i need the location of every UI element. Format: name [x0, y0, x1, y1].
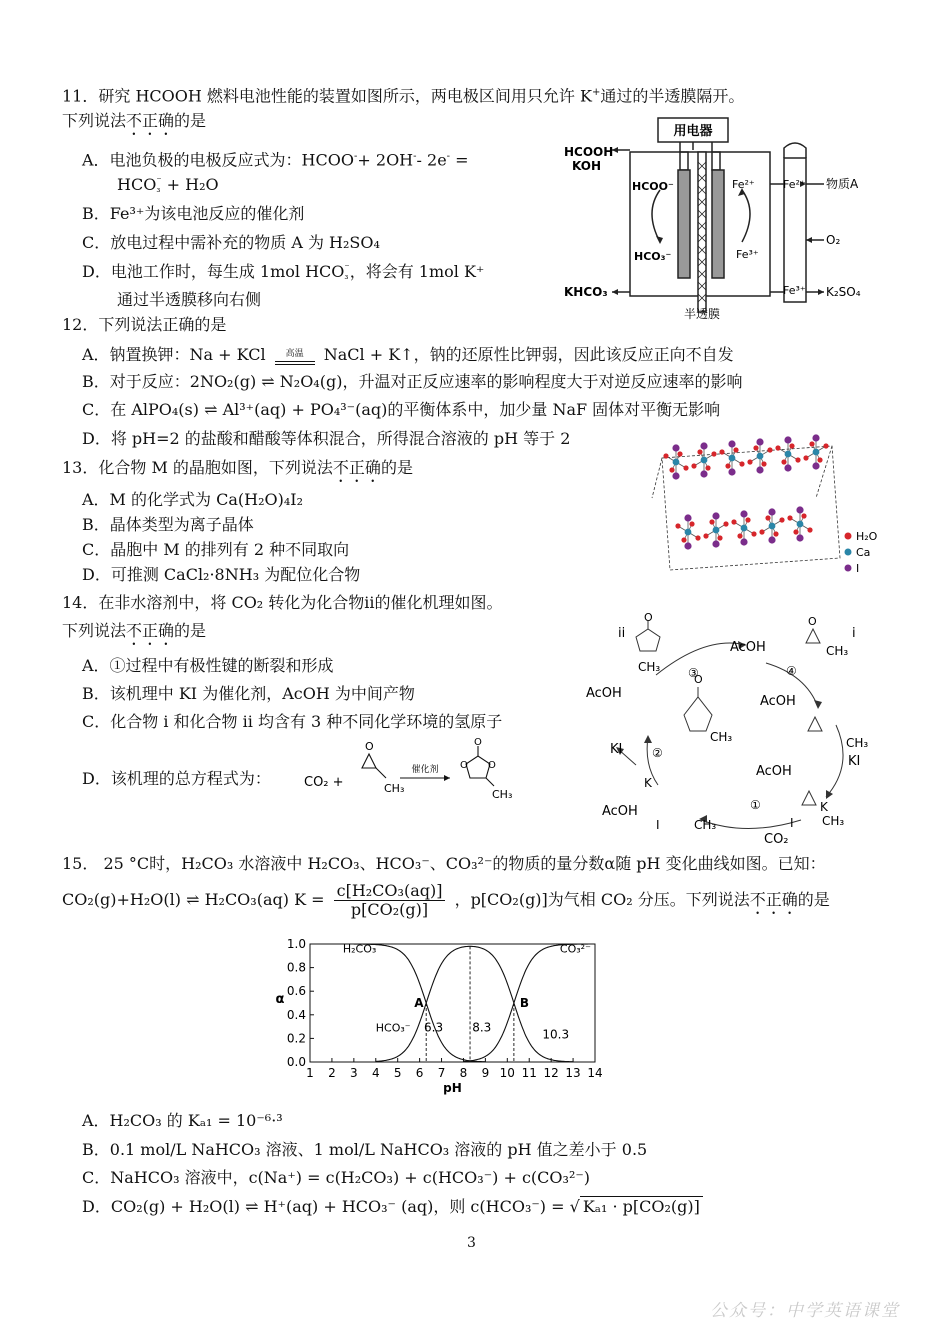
water-atom	[683, 465, 688, 470]
water-atom	[775, 445, 780, 450]
inlet-hcooh: HCOOH	[564, 145, 614, 159]
series-hco3-line	[376, 946, 573, 1062]
eq-co2: CO₂ +	[304, 775, 344, 790]
x-tick-label: 3	[350, 1066, 358, 1080]
legend-h2o-dot	[845, 533, 852, 540]
semi-permeable-membrane	[698, 152, 706, 312]
water-atom	[779, 517, 784, 522]
calcium-atom	[813, 449, 820, 456]
q13-option-d: D．可推测 CaCl₂·8NH₃ 为配位化合物	[82, 565, 361, 584]
iodide-atom	[796, 506, 803, 513]
iodide-atom	[768, 508, 775, 515]
page-number: 3	[467, 1235, 476, 1251]
water-atom	[675, 523, 680, 528]
device-label: 用电器	[673, 124, 713, 139]
hco3-label: HCO₃⁻	[634, 250, 672, 263]
eq-o-ring-r: O	[488, 760, 496, 771]
water-atom	[773, 531, 778, 536]
iodide-atom	[784, 464, 791, 471]
water-atom	[681, 537, 686, 542]
step-2: ②	[652, 746, 663, 760]
water-atom	[719, 449, 724, 454]
i-epoxide-o: O	[808, 615, 817, 628]
x-tick-label: 1	[306, 1066, 314, 1080]
water-atom	[677, 451, 682, 456]
i-ch3: CH₃	[826, 644, 849, 658]
iodide-atom	[712, 512, 719, 519]
iodide-atom	[684, 542, 691, 549]
water-atom	[689, 521, 694, 526]
watermark: 公众号：中学英语课堂	[710, 1301, 900, 1321]
water-atom	[723, 521, 728, 526]
iodide-atom	[700, 470, 707, 477]
q14-option-b: B．该机理中 KI 为催化剂，AcOH 为中间产物	[82, 684, 415, 703]
x-tick-label: 8	[459, 1066, 468, 1080]
water-atom	[801, 513, 806, 518]
water-atom	[807, 527, 812, 532]
calcium-atom	[685, 529, 692, 536]
fe2-column-label: Fe²⁺	[783, 178, 806, 191]
iodide-atom	[700, 442, 707, 449]
step-4: ④	[786, 664, 797, 678]
iodide-atom	[812, 434, 819, 441]
y-tick-label: 0.6	[286, 984, 306, 999]
y-tick-label: 0.2	[286, 1031, 306, 1046]
water-atom	[709, 519, 714, 524]
q11-stem: 11．研究 HCOOH 燃料电池性能的装置如图所示，两电极区间用只允许 K+通过的半透膜隔开。	[62, 86, 745, 106]
water-atom	[747, 459, 752, 464]
acoh-top: AcOH	[730, 640, 766, 655]
eq-ch3-i: CH₃	[384, 782, 405, 795]
q11-option-a: A．电池负极的电极反应式为：HCOO-+ 2OH-- 2e- =	[82, 150, 469, 170]
fuel-cell-diagram	[562, 112, 880, 322]
q14-stem: 14．在非水溶剂中，将 CO₂ 转化为化合物ii的催化机理如图。	[62, 593, 503, 612]
q15-option-d: D．CO₂(g) + H₂O(l) ⇌ H⁺(aq) + HCO₃⁻ (aq)，则 c(HCO₃⁻) = √ Kₐ₁ · p[CO₂(g)]	[82, 1196, 703, 1218]
iodide-atom	[740, 538, 747, 545]
k-right: K	[820, 800, 828, 814]
calcium-atom	[729, 455, 736, 462]
water-atom	[787, 515, 792, 520]
water-atom	[759, 529, 764, 534]
iodide-atom	[796, 534, 803, 541]
water-atom	[703, 533, 708, 538]
q12-option-a: A．钠置换钾：Na + KCl 高温 NaCl + K↑，钠的还原性比钾弱，因此该反应正向不自发	[82, 345, 734, 364]
ch3-bottom: CH₃	[694, 818, 717, 832]
q11-option-d: D．电池工作时，每生成 1mol HCO⁻ ₃，将会有 1mol K⁺	[82, 262, 485, 282]
ki-right: KI	[848, 754, 861, 769]
acoh-bottom-left: AcOH	[602, 804, 638, 819]
water-atom	[751, 531, 756, 536]
y-tick-label: 0.8	[286, 960, 306, 975]
q14-option-a: A．①过程中有极性键的断裂和形成	[82, 656, 334, 675]
q13-option-c: C．晶胞中 M 的排列有 2 种不同取向	[82, 540, 350, 559]
calcium-atom	[741, 525, 748, 532]
water-atom	[731, 519, 736, 524]
q14-option-d: D．该机理的总方程式为：	[82, 769, 271, 788]
q12-option-b: B．对于反应：2NO₂(g) ⇌ N₂O₄(g)，升温对正反应速率的影响程度大于对逆反应速率的影响	[82, 372, 743, 391]
khco3-label: KHCO₃	[564, 285, 608, 299]
x-tick-label: 11	[521, 1066, 537, 1080]
fe3-column-label: Fe³⁺	[783, 284, 806, 297]
crystal-cell-figure	[640, 428, 885, 578]
hcoo-label: HCOO⁻	[632, 180, 674, 193]
right-electrode	[712, 170, 724, 278]
q12-stem: 12．下列说法正确的是	[62, 315, 227, 334]
water-atom	[695, 535, 700, 540]
membrane-label: 半透膜	[683, 307, 721, 321]
i-lower-right: I	[790, 816, 794, 830]
x-tick-label: 5	[393, 1066, 402, 1080]
water-atom	[663, 453, 668, 458]
q11-option-b: B．Fe³⁺为该电池反应的催化剂	[82, 204, 305, 223]
y-axis-label: α	[275, 992, 285, 1007]
iodide-atom	[712, 540, 719, 547]
q15-stem-line2: CO₂(g)+H₂O(l) ⇌ H₂CO₃(aq) K = $\frac{\text{c[H₂CO₃(aq)]}}{\text{p[CO₂(g)]}}$ ，p[CO₂(g)]为气相 CO₂ 分压。下列说法不正确的是	[62, 881, 830, 919]
q12-option-c: C．在 AlPO₄(s) ⇌ Al³⁺(aq) + PO₄³⁻(aq)的平衡体系中，加少量 NaF 固体对平衡无影响	[82, 400, 721, 419]
eq-ch3-ii: CH₃	[492, 788, 513, 801]
q15-option-b: B．0.1 mol/L NaHCO₃ 溶液、1 mol/L NaHCO₃ 溶液的 pH 值之差小于 0.5	[82, 1140, 648, 1159]
calcium-atom	[785, 451, 792, 458]
water-atom	[823, 443, 828, 448]
q14-option-c: C．化合物 i 和化合物 ii 均含有 3 种不同化学环境的氢原子	[82, 712, 503, 731]
substance-a-label: 物质A	[826, 177, 859, 191]
acoh-lower-right: AcOH	[756, 764, 792, 779]
calcium-atom	[769, 523, 776, 530]
water-atom	[761, 461, 766, 466]
iodide-atom	[756, 438, 763, 445]
k-bottom-left: K	[644, 776, 652, 790]
water-atom	[697, 449, 702, 454]
q14-stem-line2: 下列说法不正确的是	[62, 621, 207, 640]
q15-option-c: C．NaHCO₃ 溶液中，c(Na⁺) = c(H₂CO₃) + c(HCO₃⁻) + c(CO₃²⁻)	[82, 1168, 591, 1187]
step-1: ①	[750, 798, 761, 812]
q11-option-a-cont: HCO⁻ ₃ + H₂O	[117, 175, 219, 195]
water-atom	[809, 441, 814, 446]
ki-left: KI	[610, 742, 623, 757]
water-atom	[705, 465, 710, 470]
acoh-right: AcOH	[760, 694, 796, 709]
iodide-atom	[728, 468, 735, 475]
annotation-83: 8.3	[472, 1020, 492, 1035]
iodide-atom	[768, 536, 775, 543]
water-atom	[795, 457, 800, 462]
left-carbonyl-o: O	[694, 673, 703, 686]
overall-equation-figure	[302, 736, 522, 816]
x-axis-label: pH	[443, 1081, 462, 1095]
calcium-atom	[701, 457, 708, 464]
x-tick-label: 12	[543, 1066, 559, 1080]
eq-o-carbonyl: O	[474, 737, 482, 748]
x-tick-label: 14	[587, 1066, 603, 1080]
water-atom	[691, 463, 696, 468]
iodide-atom	[740, 510, 747, 517]
acoh-left: AcOH	[586, 686, 622, 701]
iodide-atom	[784, 436, 791, 443]
water-atom	[793, 529, 798, 534]
calcium-atom	[673, 459, 680, 466]
label-ii: ii	[618, 626, 626, 641]
water-atom	[733, 447, 738, 452]
left-electrode	[678, 170, 690, 278]
q13-option-a: A．M 的化学式为 Ca(H₂O)₄I₂	[82, 490, 304, 509]
legend-ca: Ca	[856, 546, 871, 559]
legend-i: I	[856, 562, 860, 575]
inlet-koh: KOH	[572, 159, 602, 173]
legend-i-dot	[845, 565, 852, 572]
fe2-label: Fe²⁺	[732, 178, 755, 191]
q11-stem-line2: 下列说法不正确的是	[62, 111, 207, 130]
co2-label: CO₂	[764, 832, 789, 847]
x-tick-label: 7	[437, 1066, 446, 1080]
water-atom	[803, 455, 808, 460]
q13-option-b: B．晶体类型为离子晶体	[82, 515, 254, 534]
y-tick-label: 1.0	[286, 937, 306, 951]
iodide-atom	[812, 462, 819, 469]
fe3-label: Fe³⁺	[736, 248, 759, 261]
annotation-103: 10.3	[542, 1027, 570, 1042]
ii-carbonyl-o: O	[644, 611, 653, 624]
water-atom	[711, 451, 716, 456]
water-atom	[765, 515, 770, 520]
calcium-atom	[797, 521, 804, 528]
iodide-atom	[672, 472, 679, 479]
annotation-63: 6.3	[424, 1020, 444, 1035]
water-atom	[781, 459, 786, 464]
water-atom	[789, 443, 794, 448]
ch3-right: CH₃	[846, 736, 869, 750]
ch3-left: CH₃	[710, 730, 733, 744]
iodide-atom	[728, 440, 735, 447]
series-label-hco3: HCO₃⁻	[375, 1021, 411, 1035]
q11-option-d-cont: 通过半透膜移向右侧	[117, 290, 262, 309]
y-tick-label: 0.4	[286, 1007, 306, 1022]
x-tick-label: 9	[481, 1066, 490, 1080]
i-bottom: I	[656, 818, 660, 832]
x-tick-label: 10	[499, 1066, 515, 1080]
eq-catalyst: 催化剂	[411, 765, 439, 775]
series-label-h2co3: H₂CO₃	[342, 942, 377, 956]
x-tick-label: 2	[328, 1066, 336, 1080]
calcium-atom	[713, 527, 720, 534]
legend-h2o: H₂O	[856, 530, 878, 543]
q12-option-d: D．将 pH=2 的盐酸和醋酸等体积混合，所得混合溶液的 pH 等于 2	[82, 429, 571, 448]
q13-stem: 13．化合物 M 的晶胞如图，下列说法不正确的是	[62, 458, 413, 477]
water-atom	[725, 463, 730, 468]
o2-label: O₂	[826, 233, 841, 247]
water-atom	[739, 461, 744, 466]
x-tick-label: 6	[415, 1066, 424, 1080]
q15-stem: 15． 25 °C时，H₂CO₃ 水溶液中 H₂CO₃、HCO₃⁻、CO₃²⁻的物质的量分数α随 pH 变化曲线如图。已知：	[62, 854, 826, 873]
water-atom	[817, 457, 822, 462]
k2so4-label: K₂SO₄	[826, 285, 861, 299]
iodide-atom	[672, 444, 679, 451]
q15-option-a: A．H₂CO₃ 的 Kₐ₁ = 10⁻⁶·³	[82, 1111, 283, 1130]
point-a-label: A	[414, 996, 424, 1010]
fraction-vs-ph-chart	[270, 930, 615, 1108]
label-i: i	[852, 626, 856, 641]
step-3: ③	[688, 666, 699, 680]
calcium-atom	[757, 453, 764, 460]
water-atom	[669, 467, 674, 472]
iodide-atom	[684, 514, 691, 521]
ii-ch3: CH₃	[638, 660, 661, 674]
eq-o-ring-l: O	[460, 760, 468, 771]
water-atom	[767, 447, 772, 452]
x-tick-label: 13	[565, 1066, 581, 1080]
q11-option-c: C．放电过程中需补充的物质 A 为 H₂SO₄	[82, 233, 380, 252]
y-tick-label: 0.0	[286, 1055, 306, 1069]
point-b-label: B	[519, 996, 530, 1010]
water-atom	[753, 445, 758, 450]
iodide-atom	[756, 466, 763, 473]
plot-frame	[310, 944, 595, 1062]
water-atom	[737, 533, 742, 538]
series-co3-line	[464, 944, 596, 1061]
water-atom	[717, 535, 722, 540]
series-label-co3: CO₃²⁻	[559, 942, 591, 956]
catalytic-cycle-figure	[586, 611, 896, 847]
eq-o-epoxide: O	[365, 740, 374, 753]
ch3-lower-right: CH₃	[822, 814, 845, 828]
water-atom	[745, 517, 750, 522]
legend-ca-dot	[845, 549, 852, 556]
x-tick-label: 4	[371, 1066, 380, 1080]
